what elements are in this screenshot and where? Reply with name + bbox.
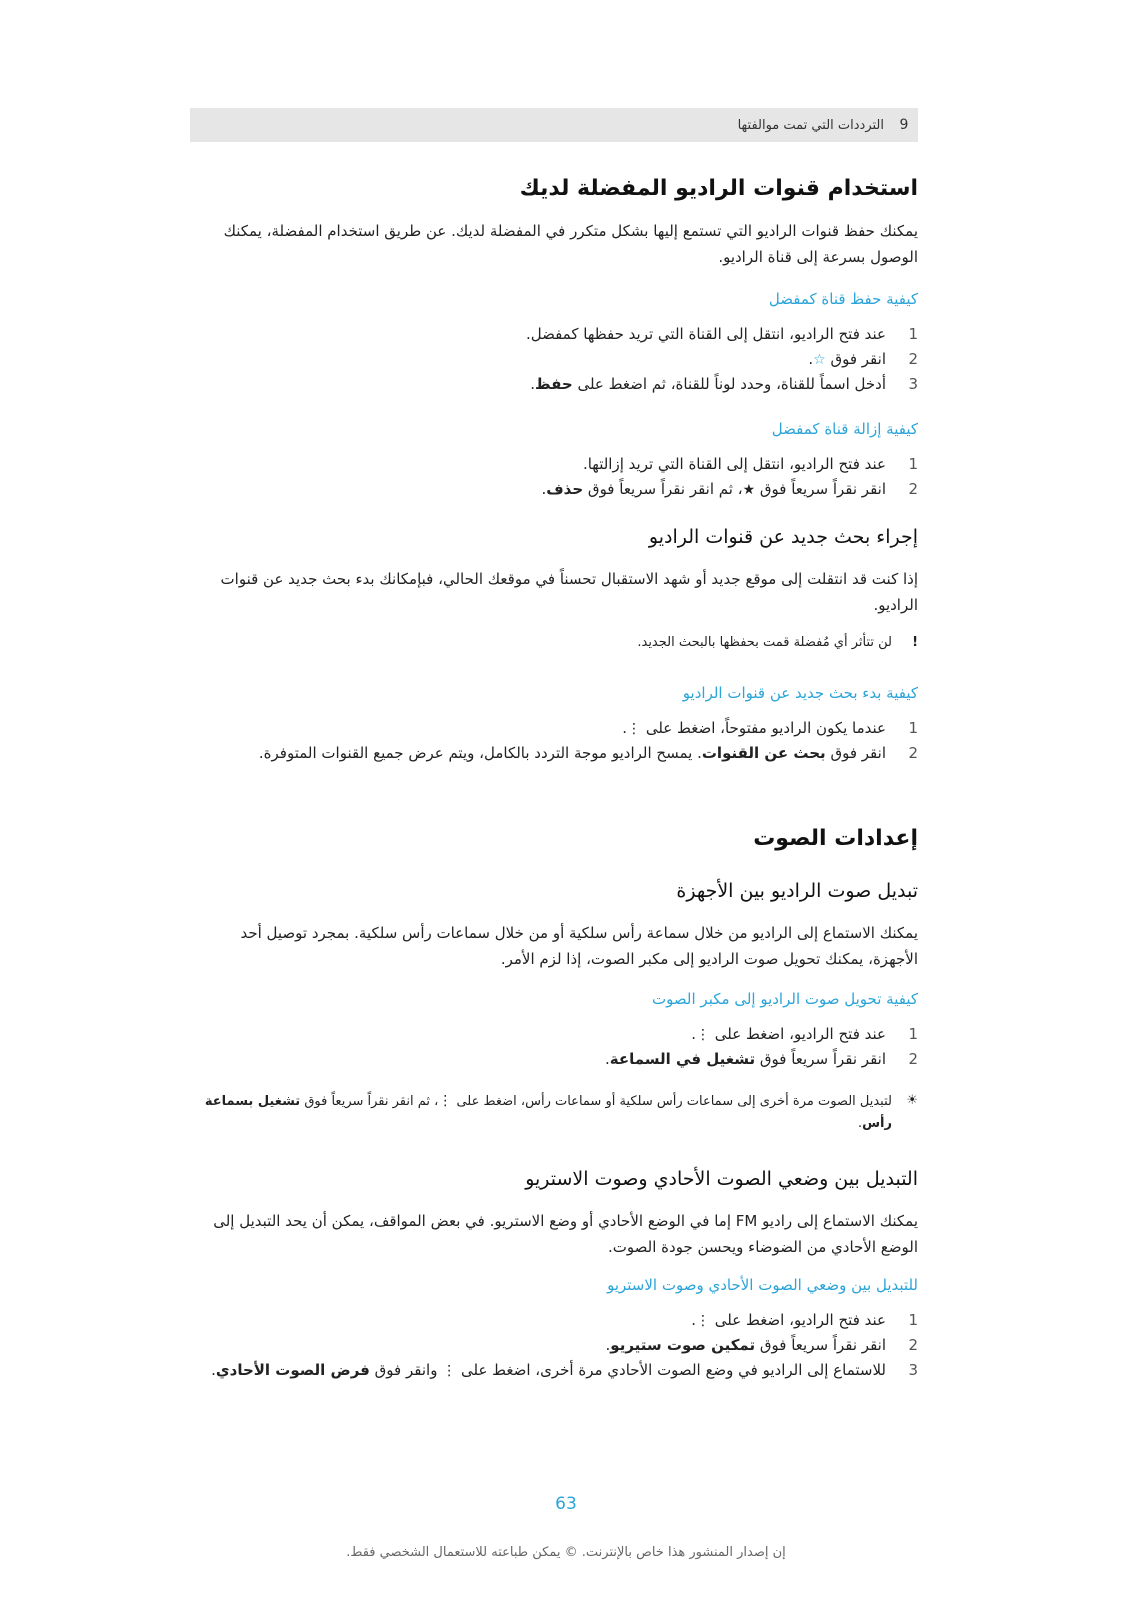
list-item: 2 انقر نقراً سريعاً فوق تشغيل في السماعة. xyxy=(604,1050,918,1068)
lightbulb-icon: ☀ xyxy=(906,1093,918,1108)
list-item: 2 انقر نقراً سريعاً فوق ★، ثم انقر نقراً سريعاً فوق حذف. xyxy=(190,477,918,502)
favorites-paragraph: يمكنك حفظ قنوات الراديو التي تستمع إليها بشكل متكرر في المفضلة لديك. عن طريق استخدام المفضلة، يمكنك الوصول بسرعة إلى قناة الراديو. xyxy=(223,222,918,266)
list-item: 1 عند فتح الراديو، انتقل إلى القناة التي تريد حفظها كمفضل. xyxy=(525,325,918,343)
list-item: 1 عند فتح الراديو، اضغط على ⋮. xyxy=(190,1308,918,1333)
menu-icon: ⋮ xyxy=(627,721,642,737)
page-number: 63 xyxy=(555,1494,577,1514)
menu-icon: ⋮ xyxy=(438,1093,453,1109)
howto-remove-favorite: كيفية إزالة قناة كمفضل xyxy=(771,420,918,438)
list-item: 3 للاستماع إلى الراديو في وضع الصوت الأحادي مرة أخرى، اضغط على ⋮ وانقر فوق فرض الصوت الأحادي. xyxy=(190,1358,918,1383)
section-title-audio-settings: إعدادات الصوت xyxy=(753,826,918,851)
note-text: لن تتأثر أي مُفضلة قمت بحفظها بالبحث الجديد. xyxy=(637,635,892,650)
star-filled-icon: ★ xyxy=(742,482,756,498)
menu-icon: ⋮ xyxy=(696,1027,710,1043)
list-item: 1 عندما يكون الراديو مفتوحاً، اضغط على ⋮. xyxy=(190,716,918,741)
footer-note: إن إصدار المنشور هذا خاص بالإنترنت. © يمكن طباعته للاستعمال الشخصي فقط. xyxy=(346,1545,786,1560)
menu-icon: ⋮ xyxy=(442,1363,457,1379)
list-item: 2 انقر نقراً سريعاً فوق تمكين صوت ستيريو. xyxy=(605,1336,918,1354)
howto-save-favorite: كيفية حفظ قناة كمفضل xyxy=(768,290,918,308)
howto-mono-stereo: للتبديل بين وضعي الصوت الأحادي وصوت الاستريو xyxy=(607,1276,918,1294)
note xyxy=(190,632,918,654)
list-item: 2 انقر فوق ☆. xyxy=(190,347,918,372)
switch-device-paragraph: يمكنك الاستماع إلى الراديو من خلال سماعة رأس سلكية أو من خلال سماعات رأس سلكية. بمجرد توصيل أحد الأجهزة، يمكنك تحويل صوت الراديو إلى مكبر الصوت، إذا لزم الأمر. xyxy=(240,924,918,968)
tip: ☀ لتبديل الصوت مرة أخرى إلى سماعات رأس سلكية أو سماعات رأس، اضغط على ⋮، ثم انقر نقراً سريعاً فوق تشغيل بسماعة رأس. xyxy=(190,1090,918,1135)
list-item: 2 انقر فوق بحث عن القنوات. يمسح الراديو موجة التردد بالكامل، ويتم عرض جميع القنوات المتوفرة. xyxy=(258,744,918,762)
howto-speaker: كيفية تحويل صوت الراديو إلى مكبر الصوت xyxy=(652,990,918,1008)
menu-icon: ⋮ xyxy=(696,1313,710,1329)
howto-new-search: كيفية بدء بحث جديد عن قنوات الراديو xyxy=(682,684,918,702)
chapter-title: الترددات التي تمت موالفتها xyxy=(737,117,884,133)
chapter-header xyxy=(190,108,918,142)
subsection-title-switch-device: تبديل صوت الراديو بين الأجهزة xyxy=(676,880,918,902)
star-outline-icon: ☆ xyxy=(813,352,826,368)
new-search-paragraph: إذا كنت قد انتقلت إلى موقع جديد أو شهد الاستقبال تحسناً في موقعك الحالي، فبإمكانك بدء بحث جديد عن قنوات الراديو. xyxy=(220,570,918,614)
section-title-new-search: إجراء بحث جديد عن قنوات الراديو xyxy=(648,526,918,548)
section-title-favorites: استخدام قنوات الراديو المفضلة لديك xyxy=(519,176,918,201)
chapter-number: 9 xyxy=(899,117,909,133)
list-item: 3 أدخل اسماً للقناة، وحدد لوناً للقناة، ثم اضغط على حفظ. xyxy=(530,375,918,393)
subsection-title-mono-stereo: التبديل بين وضعي الصوت الأحادي وصوت الاستريو xyxy=(525,1168,918,1190)
mono-stereo-paragraph: يمكنك الاستماع إلى راديو FM إما في الوضع الأحادي أو وضع الاستريو. في بعض المواقف، يمكن أن يحد التبديل إلى الوضع الأحادي من الضوضاء ويحسن جودة الصوت. xyxy=(213,1212,918,1256)
list-item: 1 عند فتح الراديو، انتقل إلى القناة التي تريد إزالتها. xyxy=(582,455,918,473)
exclamation-icon: ! xyxy=(912,635,918,650)
list-item: 1 عند فتح الراديو، اضغط على ⋮. xyxy=(190,1022,918,1047)
